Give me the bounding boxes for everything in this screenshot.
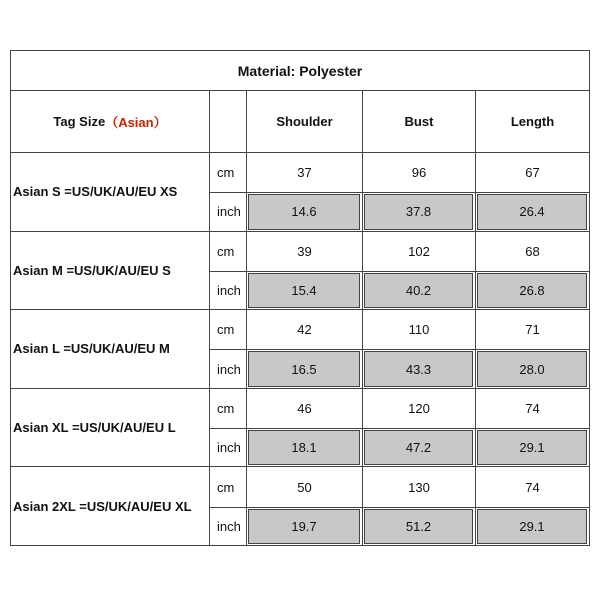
cm-value: 39 [297,243,312,259]
tag-size-asian: （Asian） [105,115,167,130]
cm-value: 71 [525,322,540,338]
inch-value: 40.2 [364,273,473,308]
unit-inch: inch [217,283,241,299]
size-row-group [11,153,589,232]
inch-value: 26.8 [477,273,587,308]
cm-value: 102 [408,243,430,259]
size-label: Asian L =US/UK/AU/EU M [13,341,170,357]
unit-inch: inch [217,361,241,377]
size-label: Asian M =US/UK/AU/EU S [13,262,171,278]
column-header-length: Length [510,114,555,129]
size-label: Asian 2XL =US/UK/AU/EU XL [13,499,192,515]
inch-value: 16.5 [248,351,360,386]
unit-cm: cm [217,322,235,338]
size-row-group [11,310,589,389]
size-row-group [11,467,589,546]
inch-value: 28.0 [477,351,587,386]
unit-inch: inch [217,440,241,456]
cm-value: 74 [525,400,540,416]
unit-inch: inch [217,518,241,534]
cm-value: 120 [408,400,430,416]
size-label: Asian S =US/UK/AU/EU XS [13,184,178,200]
cm-value: 130 [408,479,430,495]
inch-value: 29.1 [477,430,587,465]
unit-cm: cm [217,400,235,416]
cm-value: 74 [525,479,540,495]
inch-value: 29.1 [477,509,587,544]
size-label: Asian XL =US/UK/AU/EU L [13,420,176,436]
inch-value: 19.7 [248,509,360,544]
header-row [11,91,589,153]
inch-value: 51.2 [364,509,473,544]
tag-size-header [11,91,209,152]
inch-value: 26.4 [477,194,587,229]
inch-value: 37.8 [364,194,473,229]
cm-value: 67 [525,165,540,181]
cm-value: 110 [408,322,430,338]
inch-value: 18.1 [248,430,360,465]
chart-title: Material: Polyester [11,51,589,91]
cm-value: 42 [297,322,312,338]
size-row-group [11,389,589,468]
size-row-group [11,232,589,311]
inch-value: 15.4 [248,273,360,308]
unit-cm: cm [217,243,235,259]
cm-value: 46 [297,400,312,416]
cm-value: 96 [411,165,427,181]
size-chart [10,50,590,546]
unit-inch: inch [217,204,241,220]
inch-value: 47.2 [364,430,473,465]
cm-value: 37 [297,165,312,181]
unit-cm: cm [217,479,235,495]
inch-value: 43.3 [364,351,473,386]
column-header-shoulder: Shoulder [276,114,333,129]
cm-value: 50 [297,479,312,495]
unit-cm: cm [217,165,235,181]
cm-value: 68 [525,243,540,259]
tag-size-label: Tag Size [53,114,106,129]
inch-value: 14.6 [248,194,360,229]
column-header-bust: Bust [404,114,434,129]
